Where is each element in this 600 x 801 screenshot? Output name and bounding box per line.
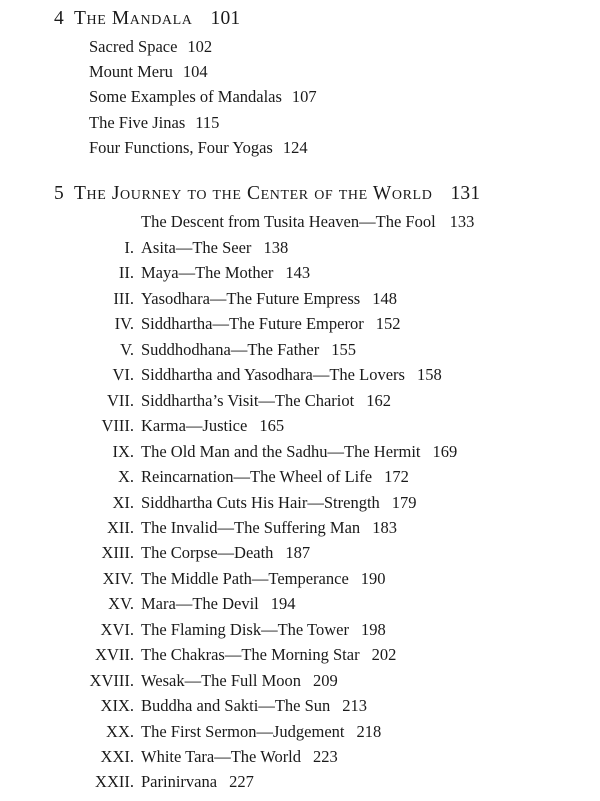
toc-entry bbox=[0, 518, 600, 540]
roman-numeral: II. bbox=[118, 263, 134, 283]
section-page-number: 107 bbox=[291, 87, 317, 106]
entry-page-number: 190 bbox=[360, 568, 386, 588]
section-title: Sacred Space bbox=[89, 37, 178, 56]
entry-title: Siddhartha Cuts His Hair—Strength bbox=[141, 492, 380, 512]
entry-page-number: 143 bbox=[285, 263, 311, 283]
toc-section bbox=[89, 62, 208, 82]
entry-title: The First Sermon—Judgement bbox=[141, 721, 345, 741]
roman-numeral: III. bbox=[113, 288, 134, 308]
toc-entry bbox=[0, 314, 600, 336]
entry-text bbox=[141, 543, 310, 563]
entry-title: The Middle Path—Temperance bbox=[141, 568, 349, 588]
entry-page-number: 187 bbox=[285, 543, 311, 563]
entry-title: White Tara—The World bbox=[141, 747, 302, 766]
entry-text bbox=[141, 493, 417, 513]
entry-text bbox=[141, 314, 400, 334]
roman-numeral: XIX. bbox=[100, 696, 134, 716]
toc-entry bbox=[0, 263, 600, 285]
roman-numeral: IX. bbox=[112, 441, 134, 461]
roman-numeral: IV. bbox=[114, 314, 134, 334]
toc-entry bbox=[0, 442, 600, 464]
chapter-title: The Journey to the Center of the World bbox=[74, 183, 433, 204]
section-title: Four Functions, Four Yogas bbox=[89, 138, 273, 157]
entry-title: The Flaming Disk—The Tower bbox=[141, 619, 349, 639]
entry-text bbox=[141, 365, 442, 385]
roman-numeral: XXI. bbox=[100, 747, 134, 766]
entry-page-number: 218 bbox=[356, 721, 382, 741]
toc-entry bbox=[0, 391, 600, 413]
entry-page-number: 198 bbox=[360, 619, 386, 639]
toc-entry bbox=[0, 289, 600, 311]
toc-entry bbox=[0, 467, 600, 489]
entry-page-number: 158 bbox=[416, 365, 442, 385]
entry-page-number: 213 bbox=[342, 696, 368, 716]
entry-text bbox=[141, 518, 397, 538]
chapter-number: 5 bbox=[54, 183, 64, 204]
entry-page-number: 162 bbox=[366, 390, 391, 410]
entry-text bbox=[141, 594, 296, 614]
toc-entry bbox=[0, 722, 600, 744]
toc-entry bbox=[0, 620, 600, 642]
roman-numeral: XIII. bbox=[101, 543, 134, 563]
roman-numeral: I. bbox=[124, 238, 134, 257]
entry-title: The Descent from Tusita Heaven—The Fool bbox=[141, 212, 436, 231]
chapter-5-heading bbox=[54, 183, 480, 205]
entry-page-number: 202 bbox=[371, 645, 397, 665]
section-page-number: 124 bbox=[282, 138, 308, 157]
chapter-page-number: 101 bbox=[210, 8, 241, 29]
entry-text bbox=[141, 569, 386, 589]
section-page-number: 115 bbox=[195, 113, 220, 132]
entry-text bbox=[141, 467, 409, 487]
roman-numeral: XI. bbox=[112, 492, 134, 512]
entry-text bbox=[141, 620, 386, 640]
toc-entry bbox=[0, 543, 600, 565]
roman-numeral: XX. bbox=[106, 721, 134, 741]
entry-title: Maya—The Mother bbox=[141, 263, 274, 283]
toc-entry bbox=[0, 493, 600, 515]
roman-numeral: XII. bbox=[106, 518, 134, 537]
entry-title: The Invalid—The Suffering Man bbox=[141, 518, 361, 537]
roman-numeral: XV. bbox=[108, 594, 134, 614]
entry-text bbox=[141, 263, 310, 283]
entry-text bbox=[141, 238, 288, 258]
chapter-page-number: 131 bbox=[450, 183, 481, 204]
roman-numeral: XVIII. bbox=[89, 670, 134, 690]
entry-text bbox=[141, 696, 367, 716]
entry-text bbox=[141, 442, 457, 462]
toc-entry bbox=[0, 340, 600, 362]
entry-page-number: 223 bbox=[313, 747, 338, 766]
entry-text bbox=[141, 289, 397, 309]
entry-text bbox=[141, 671, 338, 691]
entry-page-number: 148 bbox=[372, 288, 397, 308]
entry-page-number: 133 bbox=[449, 212, 475, 231]
toc-entry bbox=[0, 671, 600, 693]
entry-page-number: 227 bbox=[229, 772, 254, 792]
entry-page-number: 194 bbox=[270, 594, 296, 614]
roman-numeral: VI. bbox=[112, 365, 134, 385]
roman-numeral: XIV. bbox=[102, 568, 134, 588]
entry-title: Wesak—The Full Moon bbox=[141, 670, 301, 690]
entry-page-number: 172 bbox=[384, 467, 409, 486]
toc-entry bbox=[0, 645, 600, 667]
entry-title: Siddhartha’s Visit—The Chariot bbox=[141, 390, 355, 410]
section-page-number: 102 bbox=[187, 37, 213, 56]
roman-numeral: XXII. bbox=[95, 772, 134, 792]
toc-section bbox=[89, 87, 317, 107]
entry-text bbox=[141, 645, 396, 665]
entry-text bbox=[141, 416, 284, 436]
toc-entry bbox=[0, 569, 600, 591]
toc-entry bbox=[0, 772, 600, 794]
entry-title: The Corpse—Death bbox=[141, 543, 274, 563]
entry-page-number: 152 bbox=[375, 314, 401, 334]
roman-numeral: XVI. bbox=[100, 619, 134, 639]
entry-page-number: 183 bbox=[372, 518, 397, 537]
entry-title: Siddhartha—The Future Emperor bbox=[141, 314, 364, 334]
roman-numeral: VIII. bbox=[101, 416, 134, 436]
toc-section bbox=[89, 113, 219, 133]
section-title: The Five Jinas bbox=[89, 113, 186, 132]
roman-numeral: VII. bbox=[106, 390, 134, 410]
chapter-title: The Mandala bbox=[74, 8, 193, 29]
roman-numeral: V. bbox=[120, 339, 134, 359]
entry-title: Karma—Justice bbox=[141, 416, 248, 436]
entry-page-number: 155 bbox=[331, 339, 357, 359]
toc-section bbox=[89, 138, 308, 158]
entry-title: Asita—The Seer bbox=[141, 238, 252, 257]
entry-title: Parinirvana bbox=[141, 772, 218, 792]
entry-page-number: 138 bbox=[263, 238, 289, 257]
toc-entry bbox=[0, 594, 600, 616]
entry-title: Suddhodhana—The Father bbox=[141, 339, 320, 359]
toc-entry bbox=[0, 416, 600, 438]
entry-title: Reincarnation—The Wheel of Life bbox=[141, 467, 373, 486]
section-title: Mount Meru bbox=[89, 62, 173, 81]
entry-title: The Old Man and the Sadhu—The Hermit bbox=[141, 441, 421, 461]
entry-text bbox=[141, 747, 338, 767]
entry-text bbox=[141, 391, 391, 411]
toc-entry bbox=[0, 747, 600, 769]
roman-numeral: X. bbox=[117, 467, 134, 486]
chapter-number: 4 bbox=[54, 8, 64, 29]
entry-page-number: 165 bbox=[259, 416, 285, 436]
toc-entry bbox=[0, 365, 600, 387]
entry-text bbox=[141, 772, 254, 792]
entry-text bbox=[141, 340, 356, 360]
roman-numeral: XVII. bbox=[95, 645, 134, 665]
section-page-number: 104 bbox=[182, 62, 208, 81]
toc-intro-entry bbox=[141, 212, 474, 232]
entry-title: The Chakras—The Morning Star bbox=[141, 645, 360, 665]
entry-title: Mara—The Devil bbox=[141, 594, 259, 614]
chapter-4-heading bbox=[54, 8, 240, 30]
entry-title: Buddha and Sakti—The Sun bbox=[141, 696, 331, 716]
entry-page-number: 179 bbox=[391, 492, 417, 512]
entry-text bbox=[141, 722, 381, 742]
entry-title: Yasodhara—The Future Empress bbox=[141, 288, 361, 308]
entry-title: Siddhartha and Yasodhara—The Lovers bbox=[141, 365, 405, 385]
entry-page-number: 209 bbox=[313, 670, 338, 690]
toc-section bbox=[89, 37, 212, 57]
toc-entry bbox=[0, 238, 600, 260]
section-title: Some Examples of Mandalas bbox=[89, 87, 282, 106]
toc-entry bbox=[0, 696, 600, 718]
entry-page-number: 169 bbox=[432, 441, 458, 461]
